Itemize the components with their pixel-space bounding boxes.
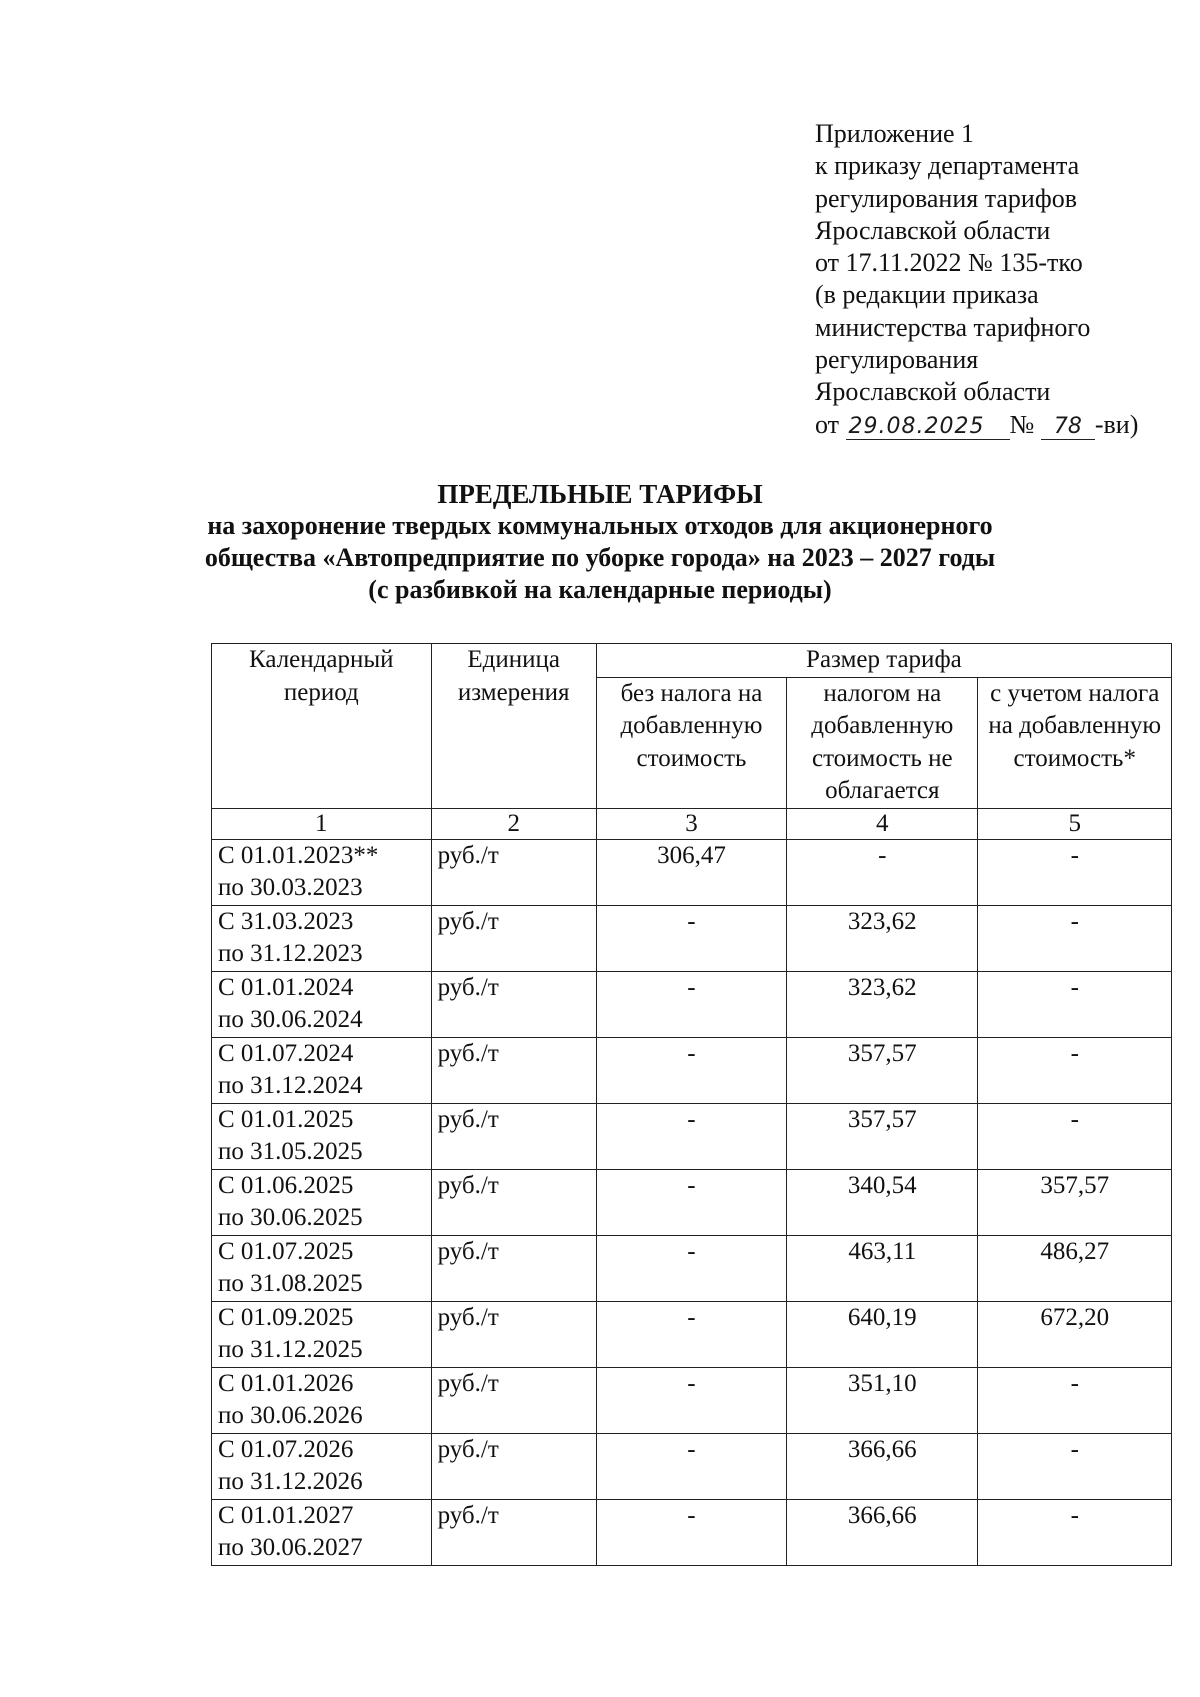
period-to: по 30.06.2026	[218, 1402, 363, 1429]
column-number: 3	[596, 808, 786, 839]
vat-exempt-cell: 351,10	[787, 1367, 978, 1433]
vat-exempt-cell: 640,19	[787, 1301, 978, 1367]
table-row	[212, 1301, 1172, 1367]
period-cell	[212, 971, 432, 1037]
appendix-amendment-line	[815, 409, 1138, 441]
table-row	[212, 839, 1172, 905]
period-from: С 31.03.2023	[218, 907, 354, 935]
unit-cell: руб./т	[431, 1037, 596, 1103]
with-vat-cell: -	[978, 1433, 1172, 1499]
appendix-line: регулирования	[815, 345, 979, 375]
period-cell	[212, 839, 432, 905]
vat-exempt-cell: 340,54	[787, 1169, 978, 1235]
period-to: по 31.08.2025	[218, 1270, 363, 1297]
without-vat-cell: -	[596, 1235, 786, 1301]
unit-cell: руб./т	[431, 1235, 596, 1301]
appendix-line: от 17.11.2022 № 135-тко	[815, 248, 1083, 278]
with-vat-cell: -	[978, 905, 1172, 971]
with-vat-cell: -	[978, 1367, 1172, 1433]
period-to: по 30.03.2023	[218, 874, 363, 901]
table-row	[212, 1499, 1172, 1565]
header-tariff-group: Размер тарифа	[596, 644, 1171, 678]
without-vat-cell: -	[596, 971, 786, 1037]
vat-exempt-cell: 323,62	[787, 971, 978, 1037]
vat-exempt-cell: -	[787, 839, 978, 905]
header-with-vat: с учетом налога на добавленную стоимость*	[978, 677, 1172, 808]
table-row	[212, 1235, 1172, 1301]
title-line: на захоронение твердых коммунальных отходов для акционерного	[207, 511, 993, 540]
period-to: по 31.12.2026	[218, 1468, 363, 1495]
period-from: С 01.01.2023**	[218, 841, 379, 869]
table-row	[212, 1433, 1172, 1499]
appendix-line: регулирования тарифов	[815, 183, 1077, 213]
table-header-row	[212, 644, 1172, 678]
table-row	[212, 1367, 1172, 1433]
with-vat-cell: -	[978, 1499, 1172, 1565]
title-line: общества «Автопредприятие по уборке города» на 2023 – 2027 годы	[204, 543, 996, 572]
appendix-line: (в редакции приказа	[815, 280, 1039, 310]
unit-cell: руб./т	[431, 1499, 596, 1565]
period-from: С 01.07.2025	[218, 1237, 354, 1265]
appendix-line: Ярославской области	[815, 377, 1051, 407]
column-number: 1	[212, 808, 432, 839]
period-to: по 31.12.2025	[218, 1336, 363, 1363]
period-from: С 01.01.2024	[218, 973, 354, 1001]
unit-cell: руб./т	[431, 839, 596, 905]
without-vat-cell: -	[596, 1367, 786, 1433]
period-from: С 01.06.2025	[218, 1171, 354, 1199]
table-body	[212, 839, 1172, 1565]
period-cell	[212, 1433, 432, 1499]
period-cell	[212, 1037, 432, 1103]
table-row	[212, 1103, 1172, 1169]
with-vat-cell: 672,20	[978, 1301, 1172, 1367]
appendix-line: к приказу департамента	[815, 151, 1080, 181]
without-vat-cell: -	[596, 905, 786, 971]
vat-exempt-cell: 323,62	[787, 905, 978, 971]
with-vat-cell: -	[978, 1103, 1172, 1169]
without-vat-cell: -	[596, 1499, 786, 1565]
with-vat-cell: -	[978, 971, 1172, 1037]
period-cell	[212, 1301, 432, 1367]
amendment-prefix: от	[815, 409, 840, 439]
without-vat-cell: 306,47	[596, 839, 786, 905]
unit-cell: руб./т	[431, 1169, 596, 1235]
unit-cell: руб./т	[431, 1433, 596, 1499]
handwritten-number: 78	[1041, 415, 1095, 440]
period-to: по 30.06.2025	[218, 1204, 363, 1231]
unit-cell: руб./т	[431, 1367, 596, 1433]
handwritten-date: 29.08.2025	[846, 415, 1010, 440]
vat-exempt-cell: 366,66	[787, 1433, 978, 1499]
without-vat-cell: -	[596, 1433, 786, 1499]
period-to: по 30.06.2024	[218, 1006, 363, 1033]
appendix-line: министерства тарифного	[815, 312, 1091, 342]
header-period: Календарный период	[212, 644, 432, 809]
without-vat-cell: -	[596, 1103, 786, 1169]
unit-cell: руб./т	[431, 971, 596, 1037]
period-from: С 01.09.2025	[218, 1303, 354, 1331]
number-sign: №	[1009, 409, 1035, 439]
period-from: С 01.01.2026	[218, 1369, 354, 1397]
appendix-line: Приложение 1	[815, 119, 975, 148]
amendment-suffix: -ви)	[1094, 409, 1139, 439]
document-title	[0, 478, 1200, 606]
header-unit: Единица измерения	[431, 644, 596, 809]
table-row	[212, 905, 1172, 971]
table-row	[212, 1037, 1172, 1103]
without-vat-cell: -	[596, 1301, 786, 1367]
with-vat-cell: 357,57	[978, 1169, 1172, 1235]
period-cell	[212, 1103, 432, 1169]
appendix-line: Ярославской области	[815, 215, 1051, 245]
vat-exempt-cell: 463,11	[787, 1235, 978, 1301]
column-number: 2	[431, 808, 596, 839]
column-number-row	[212, 808, 1172, 839]
with-vat-cell: 486,27	[978, 1235, 1172, 1301]
without-vat-cell: -	[596, 1169, 786, 1235]
without-vat-cell: -	[596, 1037, 786, 1103]
period-cell	[212, 1499, 432, 1565]
period-cell	[212, 1235, 432, 1301]
vat-exempt-cell: 357,57	[787, 1103, 978, 1169]
period-from: С 01.01.2027	[218, 1501, 354, 1529]
period-from: С 01.01.2025	[218, 1105, 354, 1133]
period-cell	[212, 905, 432, 971]
title-main: ПРЕДЕЛЬНЫЕ ТАРИФЫ	[437, 479, 763, 509]
period-from: С 01.07.2026	[218, 1435, 354, 1463]
header-vat-exempt: налогом на добавленную стоимость не облагается	[787, 677, 978, 808]
title-line: (с разбивкой на календарные периоды)	[368, 575, 832, 604]
column-number: 5	[978, 808, 1172, 839]
period-cell	[212, 1367, 432, 1433]
period-from: С 01.07.2024	[218, 1039, 354, 1067]
header-without-vat: без налога на добавленную стоимость	[596, 677, 786, 808]
vat-exempt-cell: 357,57	[787, 1037, 978, 1103]
with-vat-cell: -	[978, 839, 1172, 905]
period-to: по 31.12.2024	[218, 1072, 363, 1099]
appendix-block	[815, 118, 1138, 441]
tariff-table	[211, 643, 1172, 1566]
table-row	[212, 1169, 1172, 1235]
with-vat-cell: -	[978, 1037, 1172, 1103]
period-to: по 30.06.2027	[218, 1534, 363, 1561]
column-number: 4	[787, 808, 978, 839]
table-row	[212, 971, 1172, 1037]
period-to: по 31.12.2023	[218, 940, 363, 967]
period-to: по 31.05.2025	[218, 1138, 363, 1165]
period-cell	[212, 1169, 432, 1235]
unit-cell: руб./т	[431, 905, 596, 971]
unit-cell: руб./т	[431, 1301, 596, 1367]
unit-cell: руб./т	[431, 1103, 596, 1169]
vat-exempt-cell: 366,66	[787, 1499, 978, 1565]
